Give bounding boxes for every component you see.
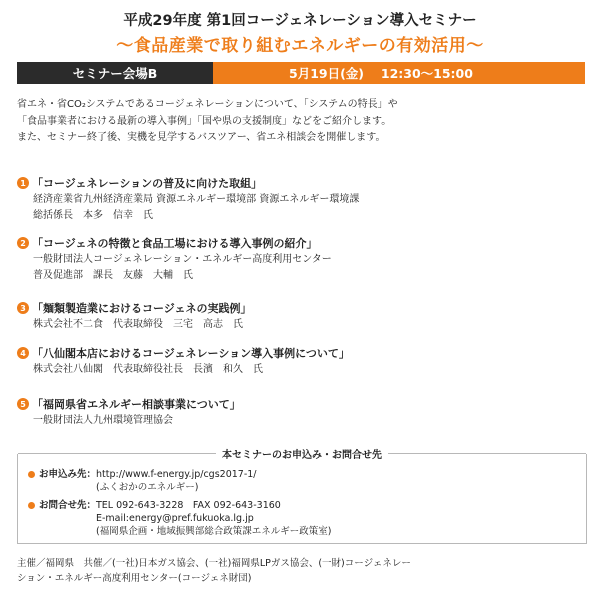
program-item [17,300,587,333]
program-speaker: 株式会社八仙閣 代表取締役社長 長濱 和久 氏 [33,364,263,375]
number-badge-icon: 5 [17,398,29,410]
session-banner [17,62,585,84]
program-speaker: 経済産業省九州経済産業局 資源エネルギー環境部 資源エネルギー環境課 総括係長 本多 信幸 氏 [33,194,360,221]
seminar-title: 平成29年度 第1回コージェネレーション導入セミナー [123,13,477,29]
program-title: 「八仙閣本店におけるコージェネレーション導入事例について」 [32,347,350,360]
program-speaker: 一般財団法人九州環境管理協会 [33,415,173,426]
venue-label: セミナー会場B [17,62,213,84]
apply-label: お申込み先： [39,469,97,480]
organizer-footer: 主催／福岡県 共催／(一社)日本ガス協会、(一社)福岡県LPガス協会、(一財)コージェネレー ション・エネルギー高度利用センター(コージェネ財団) [17,558,411,584]
program-speaker: 株式会社不二食 代表取締役 三宅 高志 氏 [33,319,243,330]
inquiry-row [28,499,331,538]
program-item [17,345,587,378]
bullet-icon [28,471,35,478]
inquiry-value[interactable]: TEL 092-643-3228 FAX 092-643-3160 E-mail:energy@pref.fukuoka.lg.jp (福岡県企画・地域振興部総合政策課エネルギー政策室) [96,500,332,537]
seminar-subtitle: 〜食品産業で取り組むエネルギーの有効活用〜 [116,36,484,56]
program-item [17,396,587,429]
program-item [17,235,587,283]
program-item [17,175,587,223]
number-badge-icon: 1 [17,177,29,189]
contact-heading: 本セミナーのお申込み・お問合せ先 [216,446,388,461]
date-time: 5月19日(金) 12:30〜15:00 [213,62,585,84]
program-title: 「麺類製造業におけるコージェネの実践例」 [32,302,252,315]
contact-box [17,450,587,544]
inquiry-label: お問合せ先： [39,500,97,511]
number-badge-icon: 3 [17,302,29,314]
intro-text: 省エネ・省CO₂システムであるコージェネレーションについて、「システムの特長」や 「食品事業者における最新の導入事例」「国や県の支援制度」などをご紹介します。 また、セミナー終了後、実機を見学するバスツアー、省エネ相談会を開催します。 [17,99,398,143]
program-title: 「福岡県省エネルギー相談事業について」 [32,398,241,411]
number-badge-icon: 2 [17,237,29,249]
bullet-icon [28,502,35,509]
apply-row [28,468,257,494]
apply-value[interactable]: http://www.f-energy.jp/cgs2017-1/ (ふくおかのエネルギー) [96,469,257,493]
number-badge-icon: 4 [17,347,29,359]
program-title: 「コージェネの特徴と食品工場における導入事例の紹介」 [32,237,318,250]
program-speaker: 一般財団法人コージェネレーション・エネルギー高度利用センター 普及促進部 課長 友藤 大輔 氏 [33,254,332,281]
program-title: 「コージェネレーションの普及に向けた取組」 [32,177,263,190]
